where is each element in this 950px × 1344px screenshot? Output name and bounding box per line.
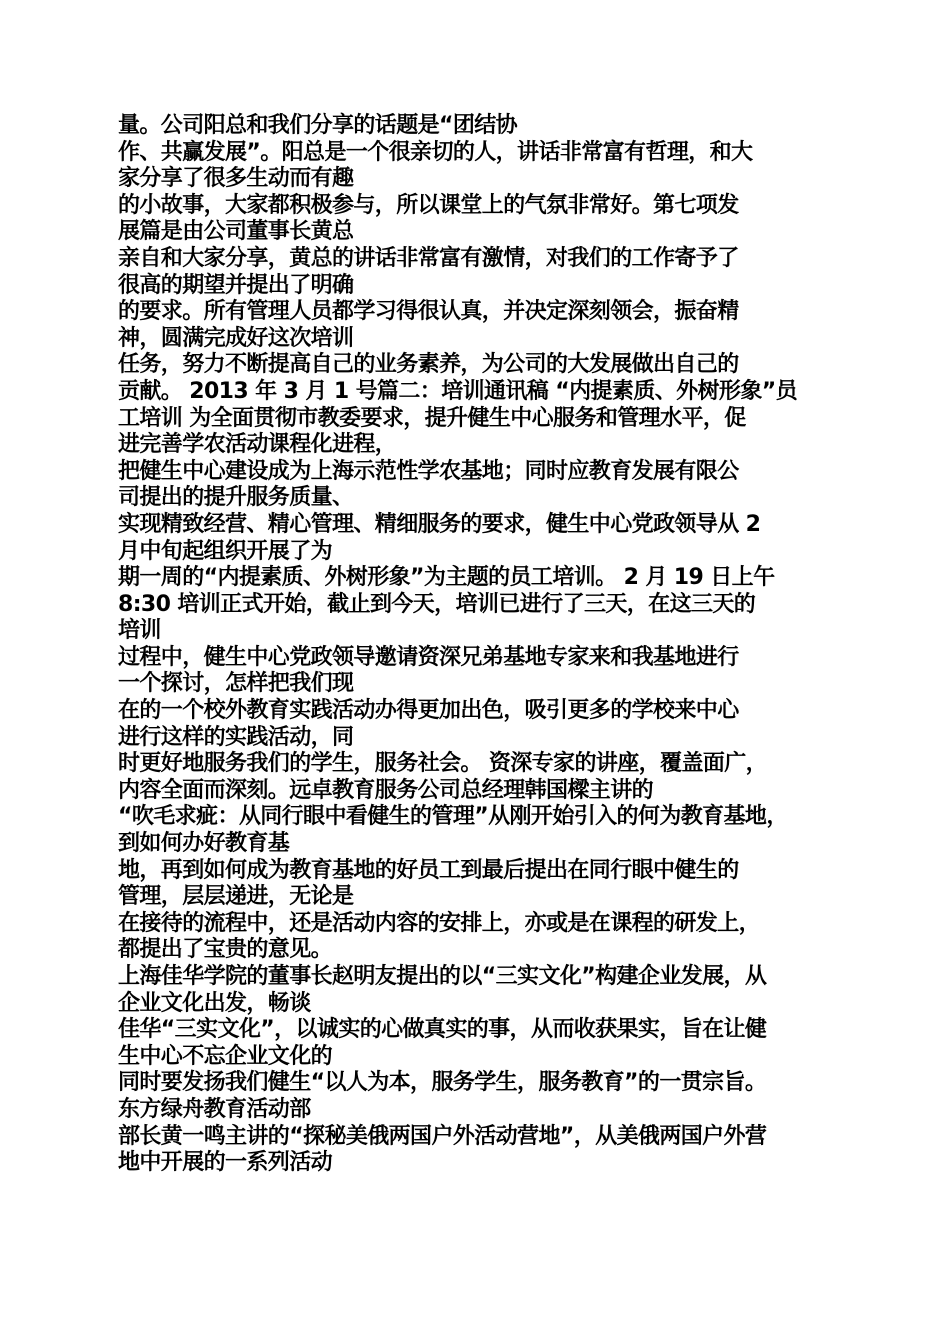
text-line: 贡献。 2013 年 3 月 1 号篇二：培训通讯稿 “内提素质、外树形象”员 [118,378,797,404]
text-line: 地中开展的一系列活动 [118,1150,333,1176]
text-line: 时更好地服务我们的学生，服务社会。 资深专家的讲座，覆盖面广， [118,751,768,777]
text-line: 的小故事，大家都积极参与，所以课堂上的气氛非常好。第七项发 [118,192,739,218]
text-line: 家分享了很多生动而有趣 [118,166,354,192]
text-line: 月中旬起组织开展了为 [118,538,333,564]
text-line: 任务，努力不断提高自己的业务素养，为公司的大发展做出自己的 [118,352,739,378]
text-line: 部长黄一鸣主讲的“探秘美俄两国户外活动营地”，从美俄两国户外营 [118,1123,767,1149]
text-line: 量。公司阳总和我们分享的话题是“团结协 [118,113,518,138]
text-line: 工培训 为全面贯彻市教委要求，提升健生中心服务和管理水平，促 [118,405,746,431]
text-line: 生中心不忘企业文化的 [118,1043,333,1069]
text-line: 实现精致经营、精心管理、精细服务的要求，健生中心党政领导从 2 [118,511,761,537]
text-line: 上海佳华学院的董事长赵明友提出的以“三实文化”构建企业发展，从 [118,964,767,989]
text-line: 神，圆满完成好这次培训 [118,325,354,351]
text-line: 的要求。所有管理人员都学习得很认真，并决定深刻领会，振奋精 [118,299,739,325]
text-line: 东方绿舟教育活动部 [118,1096,311,1122]
document-body [118,113,838,1177]
text-line: 很高的期望并提出了明确 [118,272,354,298]
text-line: 进完善学农活动课程化进程， [118,432,397,458]
text-line: 到如何办好教育基 [118,831,290,857]
text-line: 培训 [118,618,161,644]
text-line: 在的一个校外教育实践活动办得更加出色，吸引更多的学校来中心 [118,698,739,724]
text-line: 期一周的“内提素质、外树形象”为主题的员工培训。 2 月 19 日上午 [118,565,775,591]
text-line: 展篇是由公司董事长黄总 [118,219,354,245]
text-line: 在接待的流程中，还是活动内容的安排上，亦或是在课程的研发上， [118,910,761,936]
text-line: 内容全面而深刻。远卓教育服务公司总经理韩国樑主讲的 [118,777,654,803]
text-line: 亲自和大家分享，黄总的讲话非常富有激情，对我们的工作寄予了 [118,245,739,271]
text-line: 把健生中心建设成为上海示范性学农基地；同时应教育发展有限公 [118,458,739,484]
text-line: 一个探讨，怎样把我们现 [118,671,354,697]
text-line: 企业文化出发，畅谈 [118,990,311,1016]
text-line: 佳华“三实文化”，以诚实的心做真实的事，从而收获果实，旨在让健 [118,1017,767,1043]
text-line: 管理，层层递进，无论是 [118,884,354,910]
text-line: 进行这样的实践活动，同 [118,724,354,750]
text-line: 司提出的提升服务质量、 [118,485,354,511]
text-line: 地，再到如何成为教育基地的好员工到最后提出在同行眼中健生的 [118,857,739,883]
text-line: 8:30 培训正式开始，截止到今天，培训已进行了三天，在这三天的 [118,591,756,617]
text-line: 过程中，健生中心党政领导邀请资深兄弟基地专家来和我基地进行 [118,644,739,670]
text-line: 都提出了宝贵的意见。 [118,937,333,963]
text-line: 同时要发扬我们健生“以人为本，服务学生，服务教育”的一贯宗旨。 [118,1070,767,1096]
text-line: 作、共赢发展”。阳总是一个很亲切的人，讲话非常富有哲理，和大 [118,139,753,165]
text-line: “吹毛求疵：从同行眼中看健生的管理”从刚开始引入的何为教育基地， [118,804,788,830]
